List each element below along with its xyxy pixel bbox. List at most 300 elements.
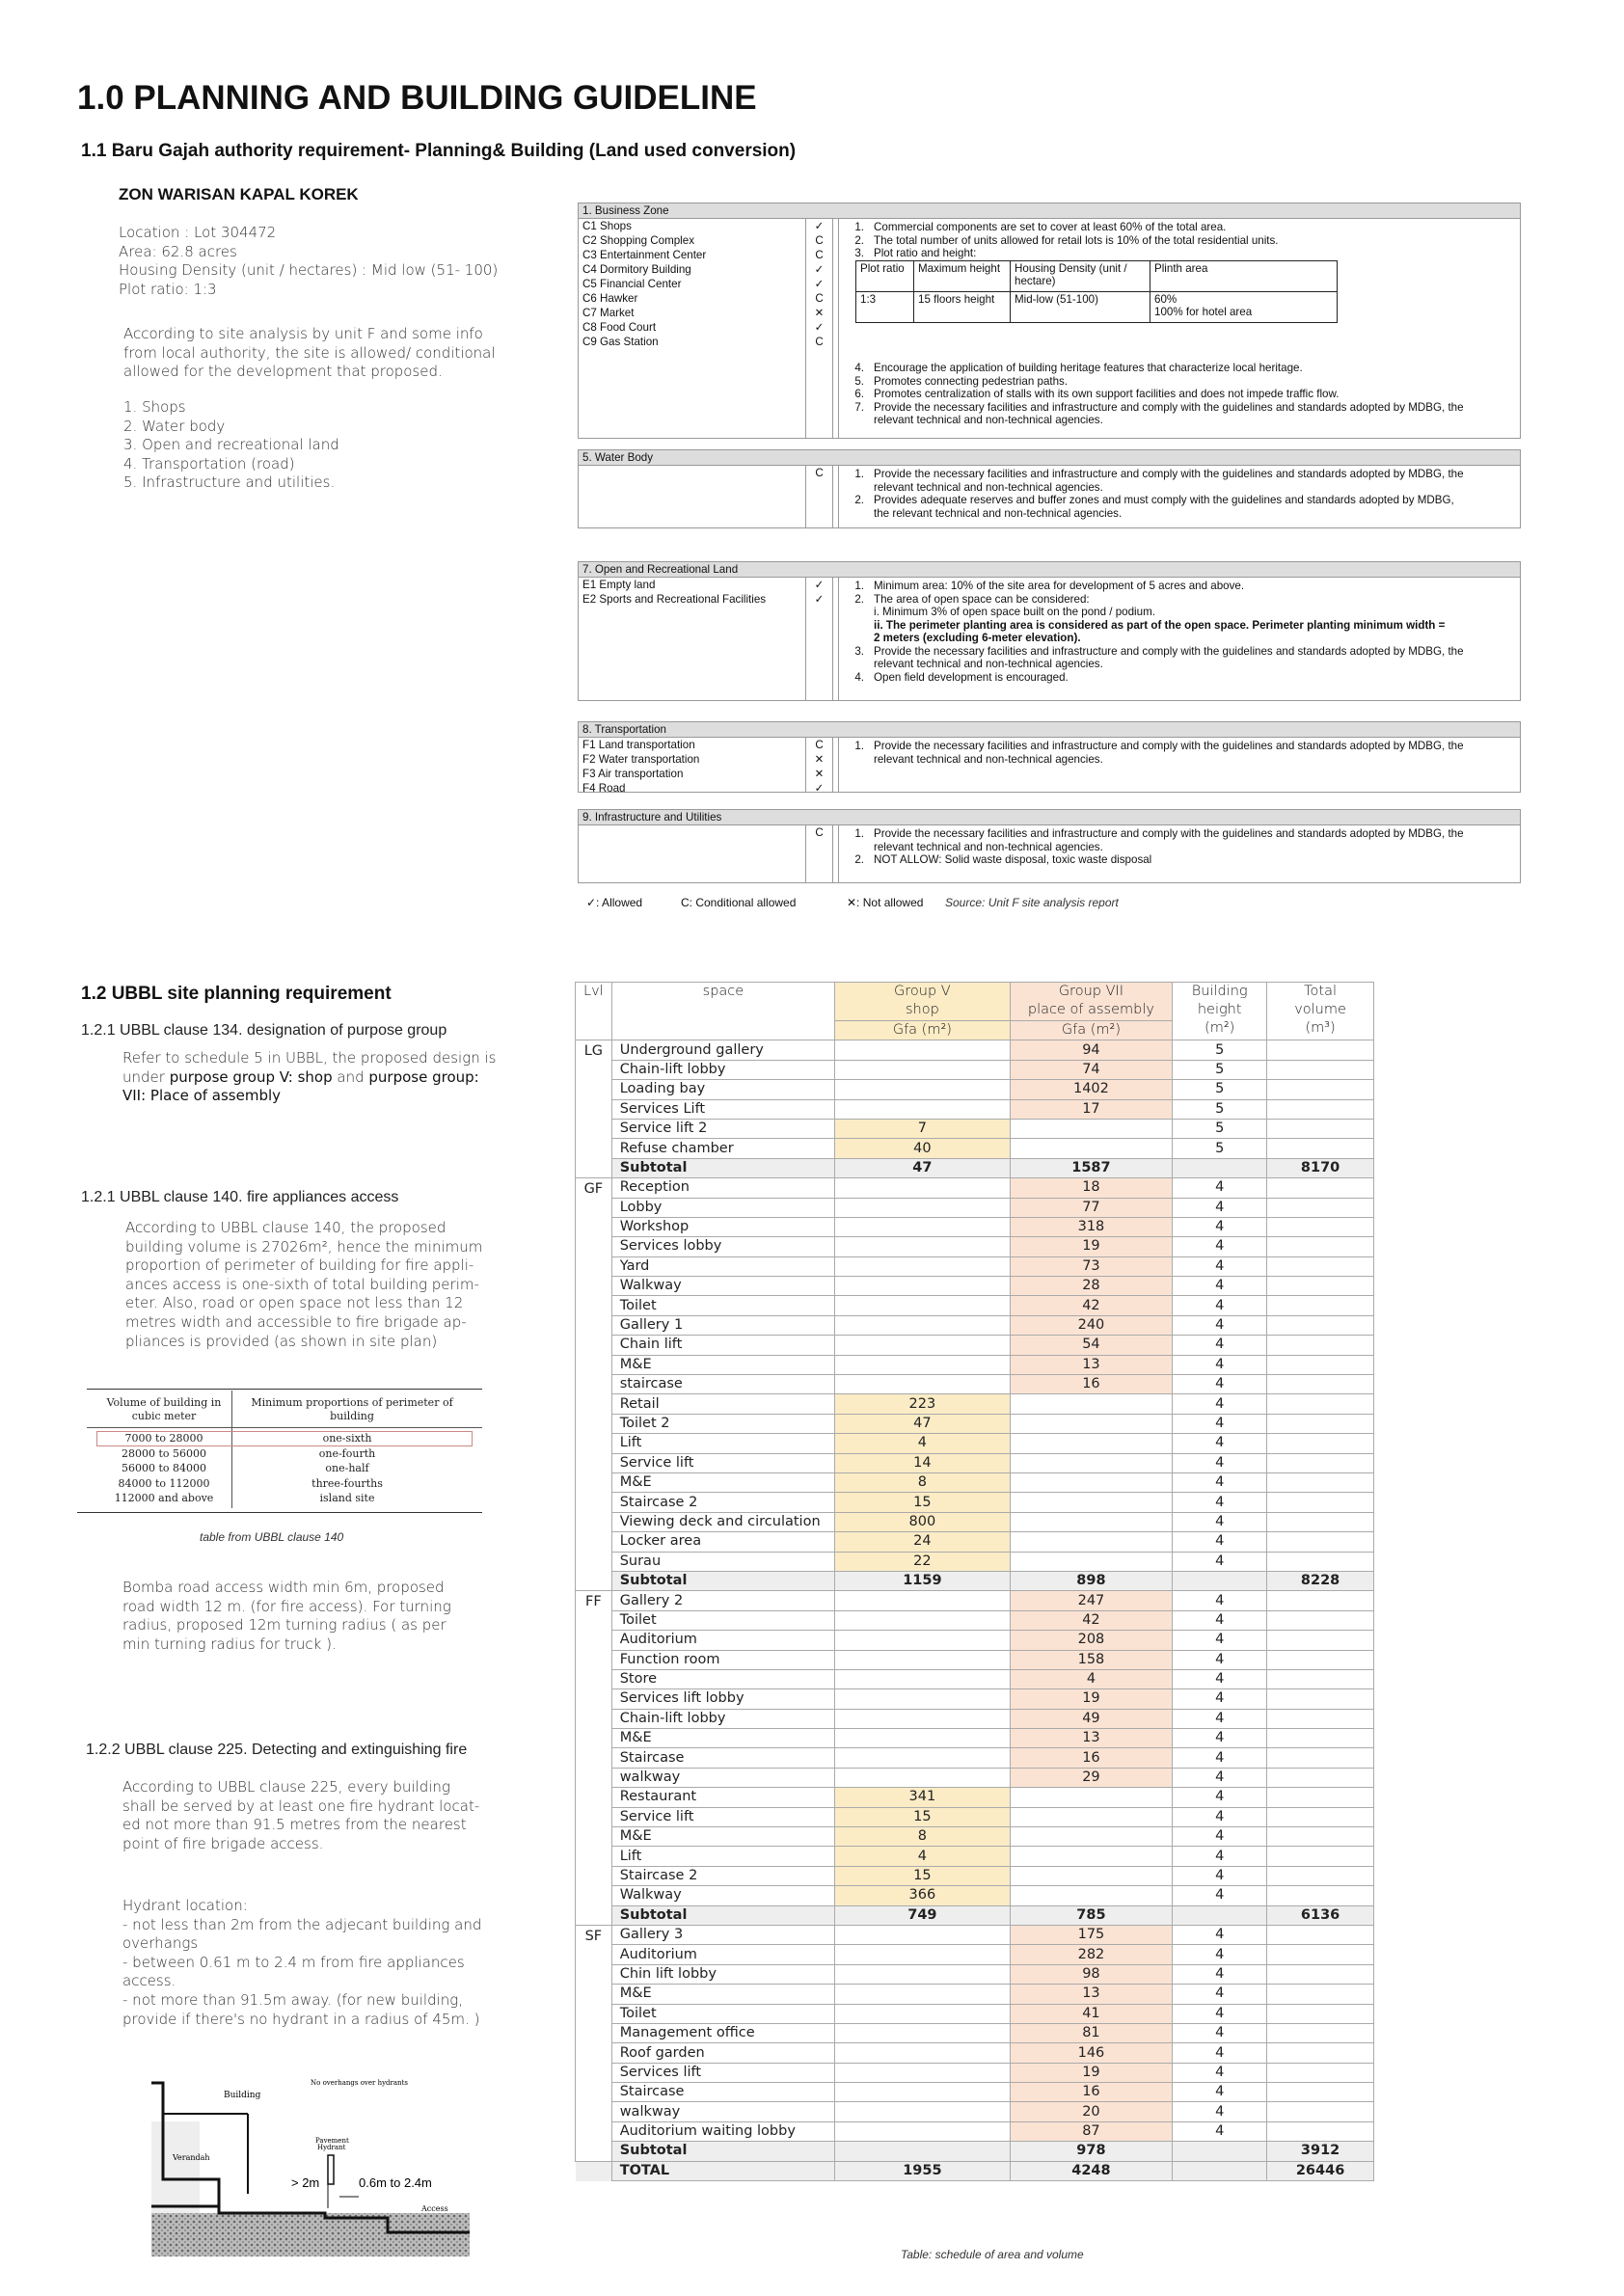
table-row <box>576 2121 1374 2141</box>
gfa-group-vii <box>1010 1827 1173 1847</box>
header-space: space <box>611 983 834 1040</box>
gfa-group-v <box>835 1217 1010 1236</box>
rule-line <box>847 740 1512 753</box>
total-volume <box>1267 1060 1374 1079</box>
total-volume <box>1267 2063 1374 2082</box>
zone-item: C7 Market <box>582 307 635 319</box>
table-row <box>576 2063 1374 2082</box>
building-height: 5 <box>1173 1139 1267 1158</box>
building-height: 4 <box>1173 1532 1267 1552</box>
space-name: Lift <box>611 1847 834 1866</box>
gfa-group-vii: 4248 <box>1010 2161 1173 2180</box>
gfa-group-v <box>835 1689 1010 1709</box>
gfa-group-v <box>835 1198 1010 1217</box>
gfa-group-vii: 73 <box>1010 1256 1173 1276</box>
ubbl-clause-140-table: Volume of building in cubic meter Minimum proportions of perimeter of building 7000 to 28000 one-sixth 28000 to 56000 one-fourth 56000 to 84000 one-half 84000 to 112000 three-fourths 112000 and above island site <box>77 1389 482 1526</box>
gfa-group-v: 8 <box>835 1827 1010 1847</box>
rule-line <box>847 247 1512 260</box>
building-height <box>1173 1571 1267 1590</box>
total-volume <box>1267 1748 1374 1768</box>
gfa-group-vii: 898 <box>1010 1571 1173 1590</box>
legend-conditional: C: Conditional allowed <box>681 896 797 909</box>
total-volume <box>1267 1768 1374 1787</box>
table-row <box>576 1512 1374 1531</box>
infrastructure-rules <box>847 827 1512 867</box>
table-row <box>576 1296 1374 1315</box>
gfa-group-vii <box>1010 1394 1173 1414</box>
total-volume <box>1267 1315 1374 1335</box>
table-row <box>576 1472 1374 1492</box>
building-height <box>1173 1158 1267 1177</box>
rule-text: Provide the necessary facilities and infrastructure and comply with the guidelines and standards adopted by MDBG, the <box>874 468 1464 480</box>
gfa-group-v <box>835 1277 1010 1296</box>
section-1-1-heading: 1.1 Baru Gajah authority requirement- Planning& Building (Land used conversion) <box>81 141 797 161</box>
total-volume <box>1267 1237 1374 1256</box>
zone-item: E1 Empty land <box>582 579 656 591</box>
building-height: 4 <box>1173 1985 1267 2004</box>
gfa-group-v <box>835 1080 1010 1099</box>
gfa-group-vii <box>1010 1512 1173 1531</box>
table-row <box>576 1709 1374 1728</box>
gfa-group-vii: 175 <box>1010 1925 1173 1944</box>
list-item: 3. Open and recreational land <box>123 436 339 454</box>
open-land-header: 7. Open and Recreational Land <box>579 562 1520 578</box>
rule-line <box>847 481 1512 495</box>
zone-status-symbol: ✓ <box>814 263 825 276</box>
gfa-group-vii: 247 <box>1010 1591 1173 1610</box>
table-row <box>576 1985 1374 2004</box>
table-row <box>576 1099 1374 1119</box>
gfa-group-v <box>835 2102 1010 2121</box>
infrastructure-header: 9. Infrastructure and Utilities <box>579 810 1520 825</box>
total-volume <box>1267 1591 1374 1610</box>
rule-text: Plot ratio and height: <box>874 247 977 259</box>
gfa-group-vii: 785 <box>1010 1905 1173 1925</box>
building-height: 4 <box>1173 2102 1267 2121</box>
zone-item: C9 Gas Station <box>582 336 659 348</box>
gfa-group-v <box>835 1060 1010 1079</box>
building-height: 4 <box>1173 1886 1267 1905</box>
total-volume <box>1267 1217 1374 1236</box>
total-volume <box>1267 2023 1374 2042</box>
text-line: metres width and accessible to fire brigade ap- <box>125 1312 467 1331</box>
perimeter-proportion: one-fourth <box>318 1446 376 1460</box>
table-row <box>576 1414 1374 1433</box>
total-volume <box>1267 1336 1374 1355</box>
building-height: 4 <box>1173 2083 1267 2102</box>
gfa-group-v <box>835 1355 1010 1374</box>
header-group-v: Group V shop <box>835 983 1010 1021</box>
total-volume: 8228 <box>1267 1571 1374 1590</box>
space-name: Lobby <box>611 1198 834 1217</box>
rule-line <box>847 507 1512 521</box>
list-item: 2. Water body <box>123 417 226 435</box>
building-height: 4 <box>1173 2023 1267 2042</box>
total-volume <box>1267 1925 1374 1944</box>
text-line: radius, proposed 12m turning radius ( as per <box>122 1616 447 1634</box>
plot-value: 1:3 <box>856 292 914 323</box>
transportation-table <box>578 721 1521 793</box>
plot-value: 60% 100% for hotel area <box>1150 292 1338 323</box>
volume-range: 28000 to 56000 <box>121 1446 207 1460</box>
building-height: 4 <box>1173 1198 1267 1217</box>
text-line: - not more than 91.5m away. (for new building, <box>122 1990 464 2009</box>
text-line: provide if there's no hydrant in a radius of 45m. ) <box>122 2010 480 2028</box>
zone-status-symbol: ✓ <box>814 321 825 334</box>
total-volume <box>1267 1296 1374 1315</box>
label-building: Building <box>224 2091 261 2100</box>
volume-range: 112000 and above <box>114 1492 214 1504</box>
rule-number: 3. <box>854 644 864 658</box>
building-height: 4 <box>1173 1591 1267 1610</box>
total-volume <box>1267 1453 1374 1472</box>
rule-number <box>847 481 874 495</box>
space-name: walkway <box>611 2102 834 2121</box>
table-row <box>576 1788 1374 1807</box>
gfa-group-v: 15 <box>835 1807 1010 1826</box>
gfa-group-v <box>835 2142 1010 2161</box>
gfa-group-v: 223 <box>835 1394 1010 1414</box>
gfa-group-vii <box>1010 1119 1173 1138</box>
bomba-access-text <box>122 1579 451 1654</box>
table-row <box>576 2004 1374 2023</box>
gfa-group-v <box>835 1178 1010 1198</box>
rule-line <box>847 414 1512 427</box>
table-row <box>576 1315 1374 1335</box>
total-volume <box>1267 2083 1374 2102</box>
rule-number: 4. <box>854 362 864 374</box>
table-row <box>576 1217 1374 1236</box>
gfa-group-v <box>835 1237 1010 1256</box>
gfa-group-vii: 978 <box>1010 2142 1173 2161</box>
text-line: building volume is 27026m², hence the minimum <box>125 1237 483 1256</box>
table-row <box>576 1669 1374 1688</box>
rule-number: 6. <box>854 388 864 400</box>
rule-text: relevant technical and non-technical agencies. <box>874 658 1103 670</box>
total-volume <box>1267 2004 1374 2023</box>
site-info <box>119 224 498 299</box>
space-name: Services lift lobby <box>611 1689 834 1709</box>
total-volume <box>1267 1178 1374 1198</box>
level-cell: LG <box>576 1040 612 1178</box>
rule-line <box>847 645 1512 659</box>
gfa-group-vii: 29 <box>1010 1768 1173 1787</box>
total-volume <box>1267 1847 1374 1866</box>
schedule-caption: Table: schedule of area and volume <box>901 2248 1084 2261</box>
rule-text: Provide the necessary facilities and infrastructure and comply with the guidelines and standards adopted by MDBG, the <box>874 644 1464 658</box>
clause-134-title: 1.2.1 UBBL clause 134. designation of purpose group <box>81 1022 447 1039</box>
zone-status-symbol: C <box>815 336 824 348</box>
total-volume <box>1267 1985 1374 2004</box>
zone-title: ZON WARISAN KAPAL KOREK <box>119 185 359 203</box>
space-name: walkway <box>611 1768 834 1787</box>
total-volume: 8170 <box>1267 1158 1374 1177</box>
rule-number: 1. <box>854 221 864 233</box>
space-name: Staircase 2 <box>611 1493 834 1512</box>
gfa-group-vii <box>1010 1532 1173 1552</box>
building-height: 4 <box>1173 1277 1267 1296</box>
space-name: Loading bay <box>611 1080 834 1099</box>
building-height: 4 <box>1173 1237 1267 1256</box>
table-row <box>576 1375 1374 1394</box>
infrastructure-symbol: C <box>815 826 824 839</box>
gfa-group-vii: 158 <box>1010 1650 1173 1669</box>
table-row <box>576 1768 1374 1787</box>
text-line: Hydrant location: <box>122 1897 248 1914</box>
table-row <box>576 1689 1374 1709</box>
total-volume <box>1267 1139 1374 1158</box>
gfa-group-v <box>835 1256 1010 1276</box>
gfa-group-vii <box>1010 1552 1173 1571</box>
building-height: 4 <box>1173 1315 1267 1335</box>
rule-number: 1. <box>854 740 864 752</box>
text-line: road width 12 m. (for fire access). For turning <box>122 1597 451 1615</box>
total-volume <box>1267 2102 1374 2121</box>
rule-text: i. Minimum 3% of open space built on the pond / podium. <box>874 606 1155 618</box>
gfa-group-v <box>835 1748 1010 1768</box>
legend-allowed: ✓: Allowed <box>586 896 643 909</box>
gfa-group-vii: 19 <box>1010 1237 1173 1256</box>
space-name: Services lobby <box>611 1237 834 1256</box>
building-height: 4 <box>1173 1610 1267 1630</box>
perimeter-proportion: island site <box>319 1492 375 1504</box>
gfa-group-v <box>835 1631 1010 1650</box>
gfa-group-vii: 19 <box>1010 1689 1173 1709</box>
gfa-group-vii: 16 <box>1010 1375 1173 1394</box>
total-volume: 26446 <box>1267 2161 1374 2180</box>
table-row <box>576 1237 1374 1256</box>
gfa-group-v: 800 <box>835 1512 1010 1531</box>
total-volume <box>1267 1080 1374 1099</box>
space-name: M&E <box>611 1985 834 2004</box>
schedule-table <box>575 982 1374 2181</box>
plot-header: Plot ratio <box>856 261 914 292</box>
table-row <box>576 1650 1374 1669</box>
header-group-vii: Group VII place of assembly <box>1010 983 1173 1021</box>
rule-line <box>847 753 1512 767</box>
rule-number: 5. <box>854 374 864 388</box>
site-plot-ratio: Plot ratio: 1:3 <box>119 280 217 298</box>
rule-line <box>847 619 1512 633</box>
zone-status-symbol: ✕ <box>814 307 825 319</box>
rule-line <box>847 606 1512 619</box>
zone-item: C3 Entertainment Center <box>582 249 707 261</box>
clause-225-title: 1.2.2 UBBL clause 225. Detecting and extinguishing fire <box>86 1742 468 1758</box>
rule-text: Provides adequate reserves and buffer zones and must comply with the guidelines and standards adopted by MDBG, <box>874 494 1454 506</box>
list-item: 5. Infrastructure and utilities. <box>123 473 336 492</box>
table-row <box>576 1434 1374 1453</box>
text-line: overhangs <box>122 1934 199 1953</box>
building-height: 4 <box>1173 1945 1267 1964</box>
total-volume <box>1267 1414 1374 1433</box>
list-item: 1. Shops <box>123 398 186 416</box>
gfa-group-v: 15 <box>835 1493 1010 1512</box>
allowed-uses-list <box>123 398 339 493</box>
building-height: 4 <box>1173 1650 1267 1669</box>
rule-number: 1. <box>854 827 864 840</box>
zone-item: C6 Hawker <box>582 292 638 305</box>
total-volume <box>1267 1945 1374 1964</box>
rule-number: 2. <box>854 853 864 866</box>
space-name: Yard <box>611 1256 834 1276</box>
total-volume <box>1267 1375 1374 1394</box>
space-name: Chain lift <box>611 1336 834 1355</box>
table-row <box>576 1493 1374 1512</box>
infrastructure-table <box>578 809 1521 883</box>
rule-text: Open field development is encouraged. <box>874 670 1069 684</box>
text-line: According to UBBL clause 140, the proposed <box>125 1219 447 1236</box>
analysis-line: from local authority, the site is allowed/ conditional <box>123 343 496 362</box>
gfa-group-v <box>835 2023 1010 2042</box>
zone-status-symbol: C <box>815 739 824 751</box>
business-zone-names <box>579 219 806 438</box>
zone-item: C5 Financial Center <box>582 278 682 290</box>
perimeter-proportion: one-sixth <box>322 1432 372 1445</box>
zone-item: F1 Land transportation <box>582 739 695 751</box>
label-gt-2m: > 2m <box>291 2175 320 2190</box>
building-height: 4 <box>1173 1748 1267 1768</box>
gfa-group-v: 1955 <box>835 2161 1010 2180</box>
rule-line <box>847 362 1512 375</box>
zone-status-symbol: ✕ <box>814 753 825 766</box>
gfa-group-vii: 13 <box>1010 1355 1173 1374</box>
rule-number: 2. <box>854 233 864 247</box>
space-name: TOTAL <box>611 2161 834 2180</box>
gfa-group-vii: 17 <box>1010 1099 1173 1119</box>
legend-not-allowed: ✕: Not allowed <box>847 896 924 909</box>
zone-item: F3 Air transportation <box>582 768 684 780</box>
gfa-group-vii: 13 <box>1010 1729 1173 1748</box>
gfa-group-vii: 49 <box>1010 1709 1173 1728</box>
header-total-volume: Total volume (m³) <box>1267 983 1374 1040</box>
rule-line <box>847 234 1512 248</box>
gfa-group-vii: 16 <box>1010 2083 1173 2102</box>
space-name: Services lift <box>611 2063 834 2082</box>
building-height: 5 <box>1173 1080 1267 1099</box>
page-title: 1.0 PLANNING AND BUILDING GUIDELINE <box>77 79 757 117</box>
rule-number <box>847 632 874 645</box>
plot-header: Maximum height <box>914 261 1011 292</box>
building-height: 4 <box>1173 1729 1267 1748</box>
total-volume <box>1267 1493 1374 1512</box>
space-name: Gallery 3 <box>611 1925 834 1944</box>
water-body-header: 5. Water Body <box>579 450 1520 466</box>
total-volume <box>1267 1256 1374 1276</box>
space-name: Service lift <box>611 1807 834 1826</box>
rule-text: The area of open space can be considered: <box>874 592 1090 606</box>
text-line: - not less than 2m from the adjecant building and <box>122 1915 482 1933</box>
gfa-group-vii: 19 <box>1010 2063 1173 2082</box>
rule-number: 2. <box>854 494 864 506</box>
gfa-group-v: 47 <box>835 1414 1010 1433</box>
total-volume <box>1267 2043 1374 2063</box>
gfa-group-vii: 18 <box>1010 1178 1173 1198</box>
gfa-group-vii: 208 <box>1010 1631 1173 1650</box>
text-line: shall be served by at least one fire hydrant locat- <box>122 1796 480 1815</box>
rule-line <box>847 468 1512 481</box>
hydrant-location-text <box>122 1897 481 2029</box>
table-row <box>576 1964 1374 1984</box>
space-name: Surau <box>611 1552 834 1571</box>
rule-number <box>847 619 874 633</box>
hydrant-diagram <box>151 2064 470 2256</box>
gfa-group-vii: 74 <box>1010 1060 1173 1079</box>
rule-text: relevant technical and non-technical agencies. <box>874 480 1103 494</box>
table-row <box>576 1925 1374 1944</box>
label-range: 0.6m to 2.4m <box>359 2175 432 2190</box>
gfa-group-v <box>835 2043 1010 2063</box>
total-volume <box>1267 1040 1374 1060</box>
gfa-group-vii <box>1010 1472 1173 1492</box>
rule-number: 2. <box>854 592 864 606</box>
building-height: 4 <box>1173 1394 1267 1414</box>
rule-line <box>847 494 1512 507</box>
gfa-group-vii: 87 <box>1010 2121 1173 2141</box>
building-height: 4 <box>1173 1669 1267 1688</box>
rule-line <box>847 632 1512 645</box>
gfa-group-v: 4 <box>835 1847 1010 1866</box>
gfa-group-vii: 42 <box>1010 1610 1173 1630</box>
gfa-group-vii: 54 <box>1010 1336 1173 1355</box>
gfa-group-v: 749 <box>835 1905 1010 1925</box>
space-name: Function room <box>611 1650 834 1669</box>
building-height: 4 <box>1173 1434 1267 1453</box>
space-name: Subtotal <box>611 1905 834 1925</box>
text-line: According to UBBL clause 225, every building <box>122 1778 450 1796</box>
space-name: Gallery 2 <box>611 1591 834 1610</box>
svg-text:Pavement: Pavement <box>315 2137 349 2145</box>
gfa-group-v: 22 <box>835 1552 1010 1571</box>
building-height: 4 <box>1173 1296 1267 1315</box>
gfa-group-v: 7 <box>835 1119 1010 1138</box>
table-row <box>576 1807 1374 1826</box>
svg-text:No overhangs over hydrants: No overhangs over hydrants <box>311 2079 408 2087</box>
gfa-group-vii: 13 <box>1010 1985 1173 2004</box>
space-name: Staircase 2 <box>611 1866 834 1885</box>
zone-status-symbol: ✓ <box>814 593 825 606</box>
table-row <box>576 1827 1374 1847</box>
space-name: Toilet <box>611 2004 834 2023</box>
water-body-rules <box>847 468 1512 520</box>
building-height: 4 <box>1173 2004 1267 2023</box>
building-height: 5 <box>1173 1119 1267 1138</box>
gfa-group-vii: 28 <box>1010 1277 1173 1296</box>
gfa-group-v <box>835 1336 1010 1355</box>
rule-number <box>847 507 874 521</box>
space-name: Viewing deck and circulation <box>611 1512 834 1531</box>
site-location: Location : Lot 304472 <box>119 224 277 241</box>
gfa-group-v: 8 <box>835 1472 1010 1492</box>
table-row <box>576 1080 1374 1099</box>
business-zone-header: 1. Business Zone <box>579 203 1520 219</box>
gfa-group-vii: 20 <box>1010 2102 1173 2121</box>
gfa-group-vii: 98 <box>1010 1964 1173 1984</box>
gfa-group-v <box>835 1945 1010 1964</box>
total-volume <box>1267 1512 1374 1531</box>
gfa-group-vii <box>1010 1139 1173 1158</box>
table-row <box>576 2083 1374 2102</box>
zone-status-symbol: ✕ <box>814 768 825 780</box>
total-volume <box>1267 1788 1374 1807</box>
building-height: 4 <box>1173 2063 1267 2082</box>
table-row <box>576 1256 1374 1276</box>
gfa-group-v: 40 <box>835 1139 1010 1158</box>
table-row <box>576 2161 1374 2180</box>
gfa-group-vii: 16 <box>1010 1748 1173 1768</box>
space-name: Restaurant <box>611 1788 834 1807</box>
business-zone-table <box>578 203 1521 439</box>
building-height: 4 <box>1173 1453 1267 1472</box>
